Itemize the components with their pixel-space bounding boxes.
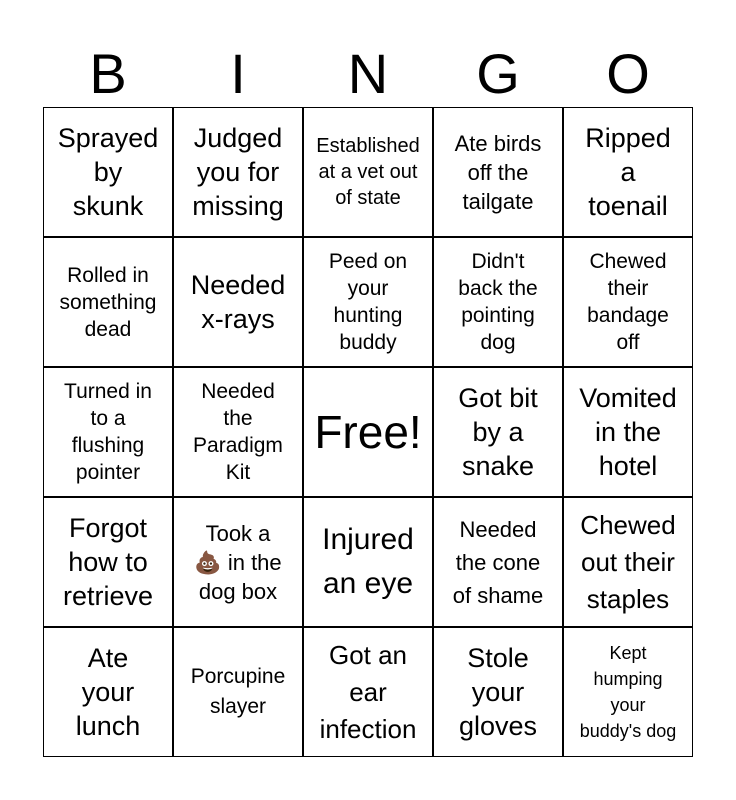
cell-text: Chewed their bandage off bbox=[587, 250, 669, 354]
cell-text: Porcupine slayer bbox=[190, 665, 286, 718]
cell-text: Got an ear infection bbox=[319, 639, 417, 744]
bingo-board bbox=[43, 107, 693, 757]
cell-text: Needed the Paradigm Kit bbox=[193, 380, 283, 484]
cell-text: Turned in to a flushing pointer bbox=[64, 380, 152, 484]
cell-text: Established at a vet out of state bbox=[316, 135, 420, 209]
bingo-cell[interactable] bbox=[173, 497, 303, 627]
cell-text: Got bit by a snake bbox=[458, 383, 538, 481]
header-letter-n: N bbox=[347, 42, 389, 105]
bingo-cell[interactable] bbox=[43, 627, 173, 757]
cell-text: Chewed out their staples bbox=[580, 509, 676, 614]
cell-text: Ripped a toenail bbox=[585, 123, 671, 221]
bingo-cell[interactable] bbox=[563, 497, 693, 627]
bingo-cell[interactable] bbox=[433, 237, 563, 367]
bingo-cell[interactable] bbox=[43, 237, 173, 367]
bingo-cell[interactable] bbox=[563, 367, 693, 497]
cell-text: Forgot how to retrieve bbox=[62, 513, 154, 611]
bingo-cell[interactable] bbox=[433, 627, 563, 757]
bingo-cell[interactable] bbox=[303, 107, 433, 237]
cell-text: Ate your lunch bbox=[75, 643, 141, 741]
cell-text: Judged you for missing bbox=[192, 123, 284, 221]
cell-text: Injured an eye bbox=[322, 523, 414, 600]
bingo-cell[interactable] bbox=[173, 107, 303, 237]
bingo-cell[interactable] bbox=[303, 237, 433, 367]
cell-text: Rolled in something dead bbox=[59, 263, 157, 341]
cell-text: Ate birds off the tailgate bbox=[454, 130, 542, 214]
bingo-cell[interactable] bbox=[43, 497, 173, 627]
bingo-cell[interactable] bbox=[563, 627, 693, 757]
bingo-cell[interactable] bbox=[433, 497, 563, 627]
bingo-header bbox=[43, 40, 693, 108]
cell-text: Needed the cone of shame bbox=[452, 516, 544, 608]
cell-text: Vomited in the hotel bbox=[579, 383, 677, 481]
bingo-cell[interactable] bbox=[563, 107, 693, 237]
bingo-cell[interactable] bbox=[43, 107, 173, 237]
bingo-cell[interactable] bbox=[43, 367, 173, 497]
cell-text: Kept humping your buddy's dog bbox=[579, 643, 677, 741]
header-letter-o: O bbox=[606, 42, 650, 105]
cell-text: Took a 💩 in the dog box bbox=[194, 520, 282, 604]
header-letter-g: G bbox=[476, 42, 520, 105]
bingo-cell[interactable] bbox=[303, 497, 433, 627]
bingo-cell[interactable] bbox=[173, 367, 303, 497]
cell-text: Free! bbox=[314, 406, 422, 458]
bingo-cell[interactable] bbox=[433, 107, 563, 237]
cell-text: Needed x-rays bbox=[190, 270, 286, 334]
bingo-cell[interactable] bbox=[303, 627, 433, 757]
header-letter-b: B bbox=[89, 42, 127, 105]
cell-text: Didn't back the pointing dog bbox=[458, 250, 538, 354]
cell-text: Stole your gloves bbox=[458, 643, 538, 741]
bingo-cell[interactable] bbox=[173, 237, 303, 367]
cell-text: Peed on your hunting buddy bbox=[328, 250, 408, 354]
cell-text: Sprayed by skunk bbox=[57, 123, 159, 221]
bingo-cell[interactable] bbox=[563, 237, 693, 367]
bingo-cell[interactable] bbox=[433, 367, 563, 497]
header-letter-i: I bbox=[230, 42, 246, 105]
free-space-cell[interactable] bbox=[303, 367, 433, 497]
bingo-cell[interactable] bbox=[173, 627, 303, 757]
